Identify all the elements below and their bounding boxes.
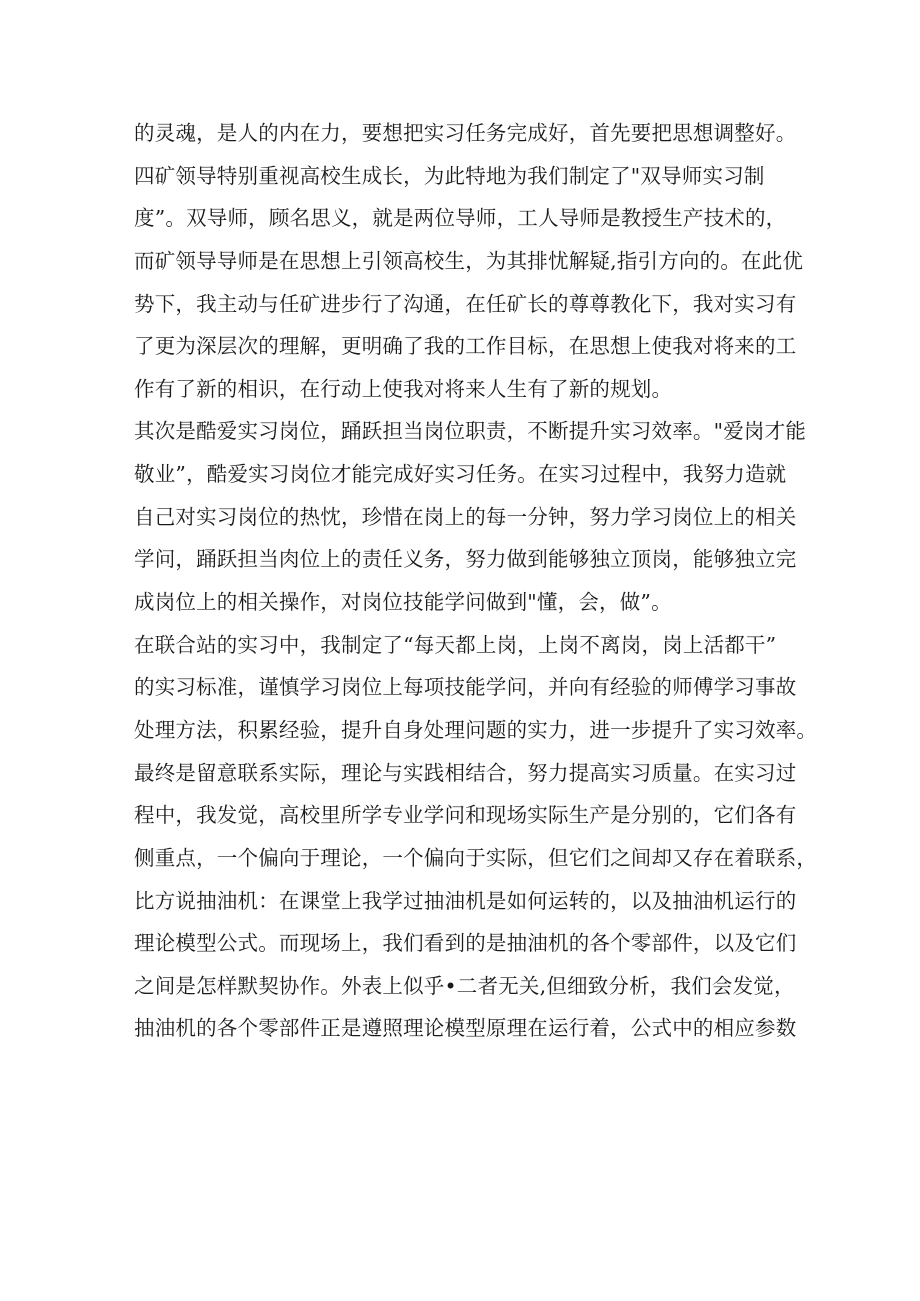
text-line: 势下，我主动与任矿进步行了沟通，在任矿长的尊尊教化下，我对实习有 <box>134 291 797 316</box>
text-line: 学问，踊跃担当肉位上的责任义务，努力做到能够独立顶岗，能够独立完 <box>134 547 797 572</box>
text-line: 最终是留意联系实际，理论与实践相结合，努力提高实习质量。在实习过 <box>134 760 797 785</box>
text-line: 理论模型公式。而现场上，我们看到的是抽油机的各个零部件，以及它们 <box>134 931 797 956</box>
text-line: 在联合站的实习中，我制定了“每天都上岗，上岗不离岗，岗上活都干” <box>134 632 777 657</box>
body-text <box>134 112 818 1050</box>
text-line: 敬业”，酷爱实习岗位才能完成好实习任务。在实习过程中，我努力造就 <box>134 462 787 487</box>
text-line: 度”。双导师，顾名思义，就是两位导师，工人导师是教授生产技术的， <box>134 206 787 231</box>
text-line: 了更为深层次的理解，更明确了我的工作目标，在思想上使我对将来的工 <box>134 334 797 359</box>
text-line: 处理方法，积累经验，提升自身处理问题的实力，进一步提升了实习效率。 <box>134 717 818 742</box>
text-line: 四矿领导特别重视高校生成长，为此特地为我们制定了"双导师实习制 <box>134 163 765 188</box>
text-line: 抽油机的各个零部件正是遵照理论模型原理在运行着，公式中的相应参数 <box>134 1016 797 1041</box>
text-line: 作有了新的相识，在行动上使我对将来人生有了新的规划。 <box>134 376 673 401</box>
text-line: 而矿领导导师是在思想上引领高校生，为其排忧解疑,指引方向的。在此优 <box>134 248 804 273</box>
text-line: 之间是怎样默契协作。外表上似乎•二者无关,但细致分析，我们会发觉， <box>134 973 795 998</box>
text-line: 的实习标准，谨慎学习岗位上每项技能学问，并向有经验的师傅学习事故 <box>134 675 797 700</box>
text-line: 成岗位上的相关操作，对岗位技能学问做到"懂，会，做”。 <box>134 590 672 615</box>
text-line: 程中，我发觉，高校里所学专业学问和现场实际生产是分别的，它们各有 <box>134 803 797 828</box>
text-line: 侧重点，一个偏向于理论，一个偏向于实际，但它们之间却又存在着联系， <box>134 845 818 870</box>
text-line: 其次是酷爱实习岗位，踊跃担当岗位职责，不断提升实习效率。"爱岗才能 <box>134 419 807 444</box>
text-line: 自己对实习岗位的热忱，珍惜在岗上的每一分钟，努力学习岗位上的相关 <box>134 504 797 529</box>
text-line: 比方说抽油机：在课堂上我学过抽油机是如何运转的，以及抽油机运行的 <box>134 888 797 913</box>
text-line: 的灵魂，是人的内在力，要想把实习任务完成好，首先要把思想调整好。 <box>134 121 797 145</box>
